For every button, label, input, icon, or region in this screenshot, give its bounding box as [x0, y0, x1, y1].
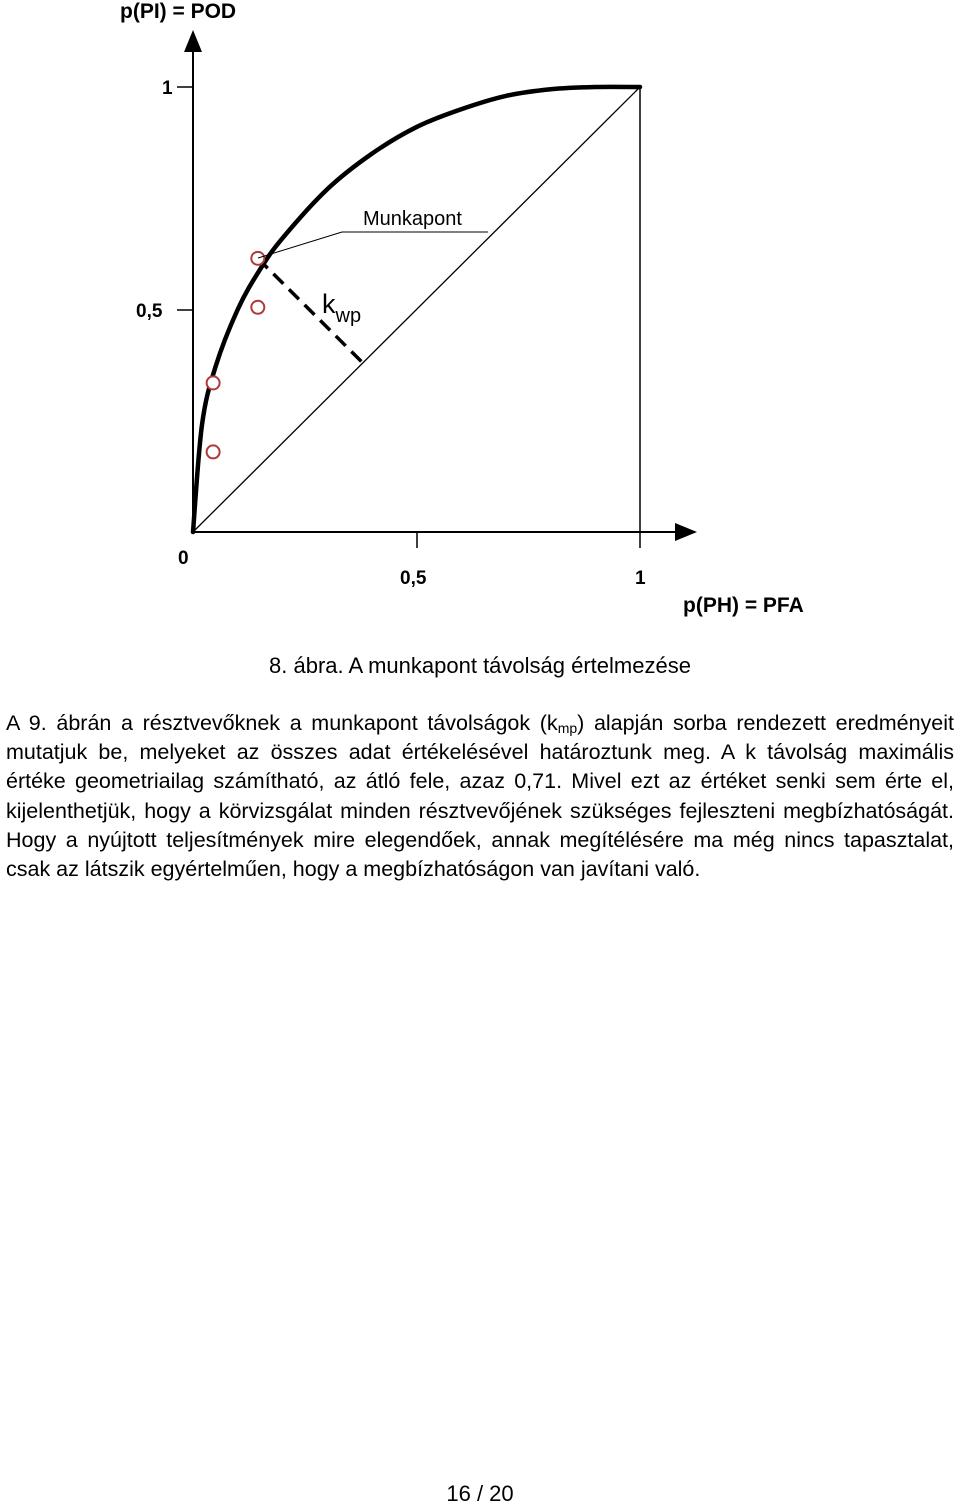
kwp-main: k — [322, 289, 336, 319]
x-axis-arrow — [675, 523, 697, 541]
paragraph-part2: ) alapján sorba rendezett eredményeit mutatjuk be, melyeket az összes adat értékelésével határoztunk meg. A k távolság maximális értéke geometriailag számítható, az átló fele, azaz 0,71. Mivel ezt az értéket senki sem érte el, kijelenthetjük, hogy a körvizsgálat minden résztvevőjének szükséges fejleszteni megbízhatóságát. Hogy a nyújtott teljesítmények mire elegendőek, annak megítélésére ma még nincs tapasztalat, csak az látszik egyértelműen, hogy a megbízhatóságon van javítani való. — [6, 711, 954, 882]
figure-caption-text: 8. ábra. A munkapont távolság értelmezése — [269, 653, 691, 678]
data-point-1 — [207, 445, 220, 458]
figure-caption — [0, 653, 960, 679]
x-tick-label-0: 0 — [178, 548, 189, 569]
roc-chart — [0, 0, 960, 640]
x-axis-title: p(PH) = PFA — [683, 594, 804, 617]
paragraph-part1: A 9. ábrán a résztvevőknek a munkapont távolságok (k — [6, 711, 558, 735]
y-axis-arrow — [184, 30, 202, 52]
munkapont-leader-line — [258, 232, 342, 258]
x-tick-label-1: 1 — [635, 568, 646, 589]
y-axis-title: p(PI) = POD — [120, 0, 237, 23]
data-point-4 — [251, 252, 264, 265]
kwp-sub: wp — [335, 305, 362, 327]
x-tick-label-05: 0,5 — [400, 568, 427, 589]
paragraph-subscript: mp — [557, 720, 578, 736]
y-tick-label-1: 1 — [162, 78, 173, 99]
munkapont-label: Munkapont — [363, 208, 462, 230]
page-number: 16 / 20 — [446, 1481, 514, 1506]
data-point-2 — [207, 376, 220, 389]
body-paragraph — [6, 709, 954, 884]
kwp-label — [322, 289, 361, 327]
y-tick-label-05: 0,5 — [136, 301, 163, 322]
data-point-3 — [251, 301, 264, 314]
